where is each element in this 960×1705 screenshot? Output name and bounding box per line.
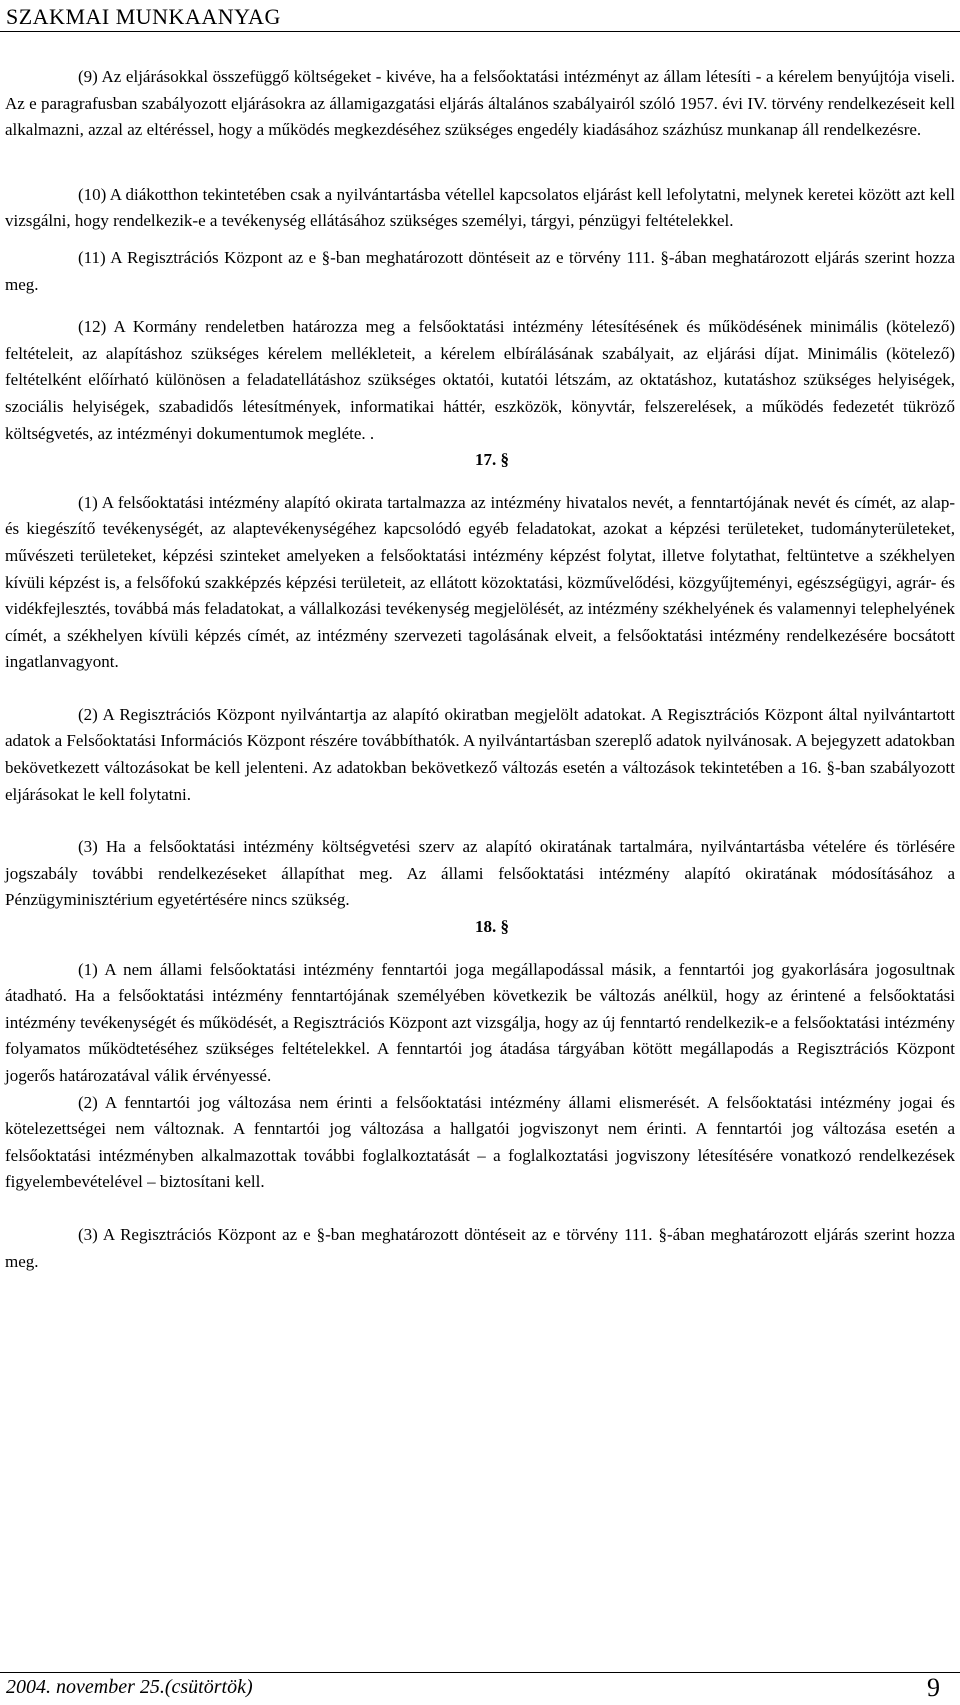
paragraph-12: (12) A Kormány rendeletben határozza meg a felsőoktatási intézmény létesítésének és működésének minimális (kötelező) feltételeit, az alapításhoz szükséges kérelem mellékleteit, a kérelem elbírálásának szabályait, az eljárási díjat. Minimális (kötelező) feltételként előírható különösen a feladatellátáshoz szükséges oktatói, kutatói létszám, az oktatáshoz, kutatáshoz szükséges helyiségek, szociális helyiségek, szabadidős létesítmények, informatikai háttér, eszközök, könyvtár, felszerelések, a működés fedezetét tükröző költségvetés, az intézményi dokumentumok megléte. . <box>5 317 955 443</box>
section-heading-17: 17. § <box>475 450 509 470</box>
section-heading-18: 18. § <box>475 917 509 937</box>
footer-date: 2004. november 25.(csütörtök) <box>6 1676 253 1698</box>
paragraph-9: (9) Az eljárásokkal összefüggő költségeket - kivéve, ha a felsőoktatási intézményt az állam létesíti - a kérelem benyújtója viseli. Az e paragrafusban szabályozott eljárásokra az államigazgatási eljárás általános szabályairól szóló 1957. évi IV. törvény rendelkezéseit kell alkalmazni, azzal az eltéréssel, hogy a működés megkezdéséhez szükséges engedély kiadásához százhúsz munkanap áll rendelkezésre. <box>5 67 955 140</box>
running-header: SZAKMAI MUNKAANYAG <box>6 4 281 29</box>
footer-divider <box>0 1672 960 1673</box>
section-18-paragraph-1: (1) A nem állami felsőoktatási intézmény fenntartói joga megállapodással másik, a fenntartói jog gyakorlására jogosultnak átadható. Ha a felsőoktatási intézmény fenntartójának személyében következik be változás anélkül, hogy az érintené a felsőoktatási intézmény tevékenységét és működését, a Regisztrációs Központ azt vizsgálja, hogy az új fenntartó rendelkezik-e a felsőoktatási intézmény folyamatos működtetéséhez szükséges feltételekkel. A fenntartói jog átadása tárgyában kötött megállapodás a Regisztrációs Központ jogerős határozatával válik érvényessé. <box>5 959 955 1085</box>
page-number: 9 <box>927 1673 940 1702</box>
document-body <box>5 64 955 1275</box>
header-divider <box>0 31 960 32</box>
section-17-paragraph-2: (2) A Regisztrációs Központ nyilvántartja az alapító okiratban megjelölt adatokat. A Regisztrációs Központ által nyilvántartott adatok a Felsőoktatási Információs Központ részére továbbíthatók. A nyilvántartásban szereplő adatok nyilvánosak. A bejegyzett adatokban bekövetkezett változásokat be kell jelenteni. Az adatokban bekövetkező változás esetén a változások tekintetében a 16. §-ban szabályozott eljárásokat le kell folytatni. <box>5 704 955 804</box>
section-17-paragraph-3: (3) Ha a felsőoktatási intézmény költségvetési szerv az alapító okiratának tartalmára, nyilvántartásba vételére és törlésére jogszabály további rendelkezéseket állapíthat meg. Az állami felsőoktatási intézmény alapító okiratának módosításához a Pénzügyminisztérium egyetértésére nincs szükség. <box>5 837 955 910</box>
section-18-paragraph-3: (3) A Regisztrációs Központ az e §-ban meghatározott döntéseit az e törvény 111. §-ában meghatározott eljárás szerint hozza meg. <box>5 1224 955 1271</box>
paragraph-11: (11) A Regisztrációs Központ az e §-ban meghatározott döntéseit az e törvény 111. §-ában meghatározott eljárás szerint hozza meg. <box>5 247 955 294</box>
paragraph-10: (10) A diákotthon tekintetében csak a nyilvántartásba vétellel kapcsolatos eljárást kell lefolytatni, melynek keretei között azt kell vizsgálni, hogy rendelkezik-e a tevékenység ellátásához szükséges személyi, tárgyi, pénzügyi feltételekkel. <box>5 184 955 231</box>
section-18-paragraph-2: (2) A fenntartói jog változása nem érinti a felsőoktatási intézmény állami elismerését. A felsőoktatási intézmény jogai és kötelezettségei nem változnak. A fenntartói jog változása a hallgatói jogviszonyt nem érinti. A fenntartói jog változása esetén a felsőoktatási intézményben alkalmazottak további foglalkoztatását – a foglalkoztatási jogviszony létesítésére vonatkozó rendelkezések figyelembevételével – biztosítani kell. <box>5 1092 955 1192</box>
section-17-paragraph-1: (1) A felsőoktatási intézmény alapító okirata tartalmazza az intézmény hivatalos nevét, a fenntartójának nevét és címét, az alap- és kiegészítő tevékenységét, az alaptevékenységéhez kapcsolódó egyéb feladatokat, azokat a képzési területeket, tudományterületeket, művészeti területeket, képzési szinteket amelyeken a felsőoktatási intézmény képzést folytat, illetve folytathat, feltüntetve a székhelyen kívüli képzést is, a felsőfokú szakképzés képzési területeit, az ellátott közoktatási, közművelődési, közgyűjteményi, egészségügyi, agrár- és vidékfejlesztés, továbbá más feladatokat, a vállalkozási tevékenység megjelölését, az intézmény székhelyének és valamennyi telephelyének címét, a székhelyen kívüli képzés címét, az intézmény szervezeti tagolásának elveit, a felsőoktatási intézmény rendelkezésére bocsátott ingatlanvagyont. <box>5 492 955 672</box>
